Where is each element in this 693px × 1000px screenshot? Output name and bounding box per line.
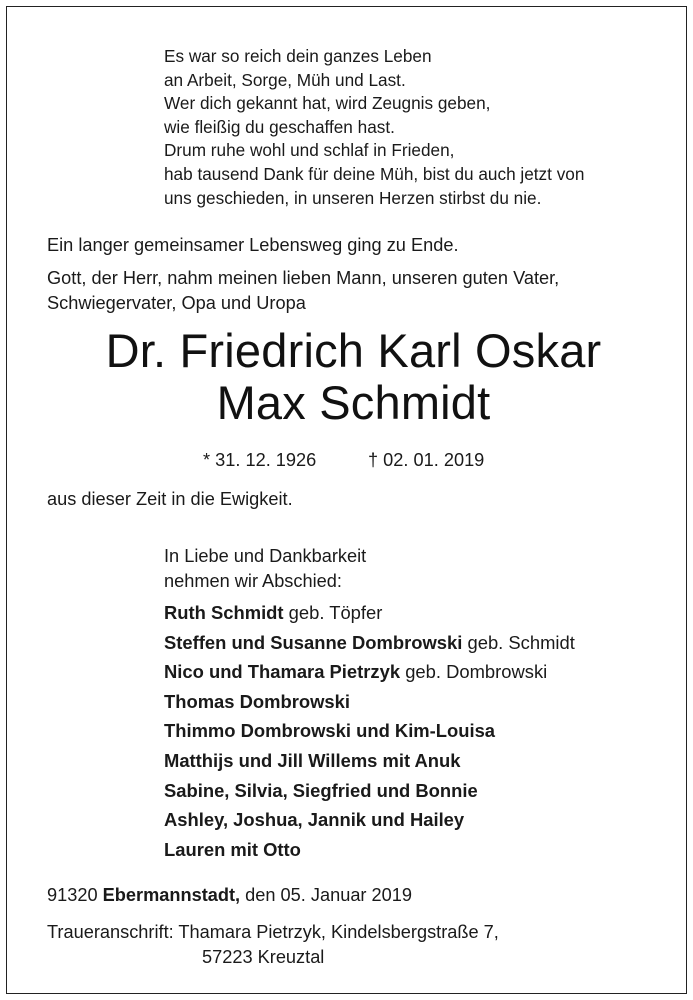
announcement-line: Gott, der Herr, nahm meinen lieben Mann, unseren guten Vater, xyxy=(47,268,560,288)
mourners-list xyxy=(164,598,575,864)
mourner-name: Ruth Schmidt xyxy=(164,602,284,623)
address-line: Traueranschrift: Thamara Pietrzyk, Kindelsbergstraße 7, xyxy=(47,922,499,942)
city-name: Ebermannstadt, xyxy=(102,885,241,905)
address-line: 57223 Kreuztal xyxy=(202,946,325,967)
birth-date: * 31. 12. 1926 xyxy=(203,450,317,470)
mourner-name: Nico und Thamara Pietrzyk xyxy=(164,661,401,683)
farewell-line: nehmen wir Abschied: xyxy=(164,570,342,591)
death-date: † 02. 01. 2019 xyxy=(368,450,485,470)
poem-line: Drum ruhe wohl und schlaf in Frieden, xyxy=(164,140,455,161)
mourner-entry xyxy=(164,628,575,658)
outro-line: aus dieser Zeit in die Ewigkeit. xyxy=(47,489,293,509)
mourner-entry xyxy=(164,835,575,865)
mourner-name: Ashley, Joshua, Jannik und Hailey xyxy=(164,809,465,831)
mourner-name: Lauren mit Otto xyxy=(164,838,301,860)
mourner-name: Steffen und Susanne Dombrowski xyxy=(164,631,463,653)
postal-code: 91320 xyxy=(47,885,103,905)
mourner-name: Thomas Dombrowski xyxy=(164,690,350,712)
intro-line: Ein langer gemeinsamer Lebensweg ging zu Ende. xyxy=(47,235,459,255)
mourner-note: geb. Töpfer xyxy=(283,602,383,623)
mourner-name: Thimmo Dombrowski und Kim-Louisa xyxy=(164,720,496,742)
deceased-name xyxy=(7,325,693,429)
poem-line: Wer dich gekannt hat, wird Zeugnis geben, xyxy=(164,93,491,114)
poem-line: hab tausend Dank für deine Müh, bist du auch jetzt von xyxy=(164,163,585,184)
mourning-address xyxy=(47,920,499,969)
poem-line: wie fleißig du geschaffen hast. xyxy=(164,116,395,137)
mourner-entry xyxy=(164,687,575,717)
mourner-note: geb. Schmidt xyxy=(462,631,575,653)
deceased-name-line: Dr. Friedrich Karl Oskar xyxy=(105,324,602,377)
mourner-name: Sabine, Silvia, Siegfried und Bonnie xyxy=(164,779,478,801)
mourner-entry xyxy=(164,598,575,628)
mourner-entry xyxy=(164,746,575,776)
mourner-entry xyxy=(164,657,575,687)
mourner-entry xyxy=(164,805,575,835)
poem-line: uns geschieden, in unseren Herzen stirbst du nie. xyxy=(164,187,542,208)
farewell xyxy=(164,544,366,594)
announcement xyxy=(47,266,559,316)
mourner-note: geb. Dombrowski xyxy=(400,661,548,683)
mourner-entry xyxy=(164,716,575,746)
announcement-line: Schwiegervater, Opa und Uropa xyxy=(47,293,306,313)
place-date-line xyxy=(47,883,412,907)
deceased-name-line: Max Schmidt xyxy=(216,376,491,429)
poem xyxy=(164,45,664,210)
poem-line: Es war so reich dein ganzes Leben xyxy=(164,46,432,66)
poem-line: an Arbeit, Sorge, Müh und Last. xyxy=(164,69,406,90)
mourner-entry xyxy=(164,776,575,806)
mourner-name: Matthijs und Jill Willems mit Anuk xyxy=(164,749,461,771)
notice-date: den 05. Januar 2019 xyxy=(240,885,413,905)
obituary-frame xyxy=(6,6,687,994)
farewell-line: In Liebe und Dankbarkeit xyxy=(164,546,367,566)
